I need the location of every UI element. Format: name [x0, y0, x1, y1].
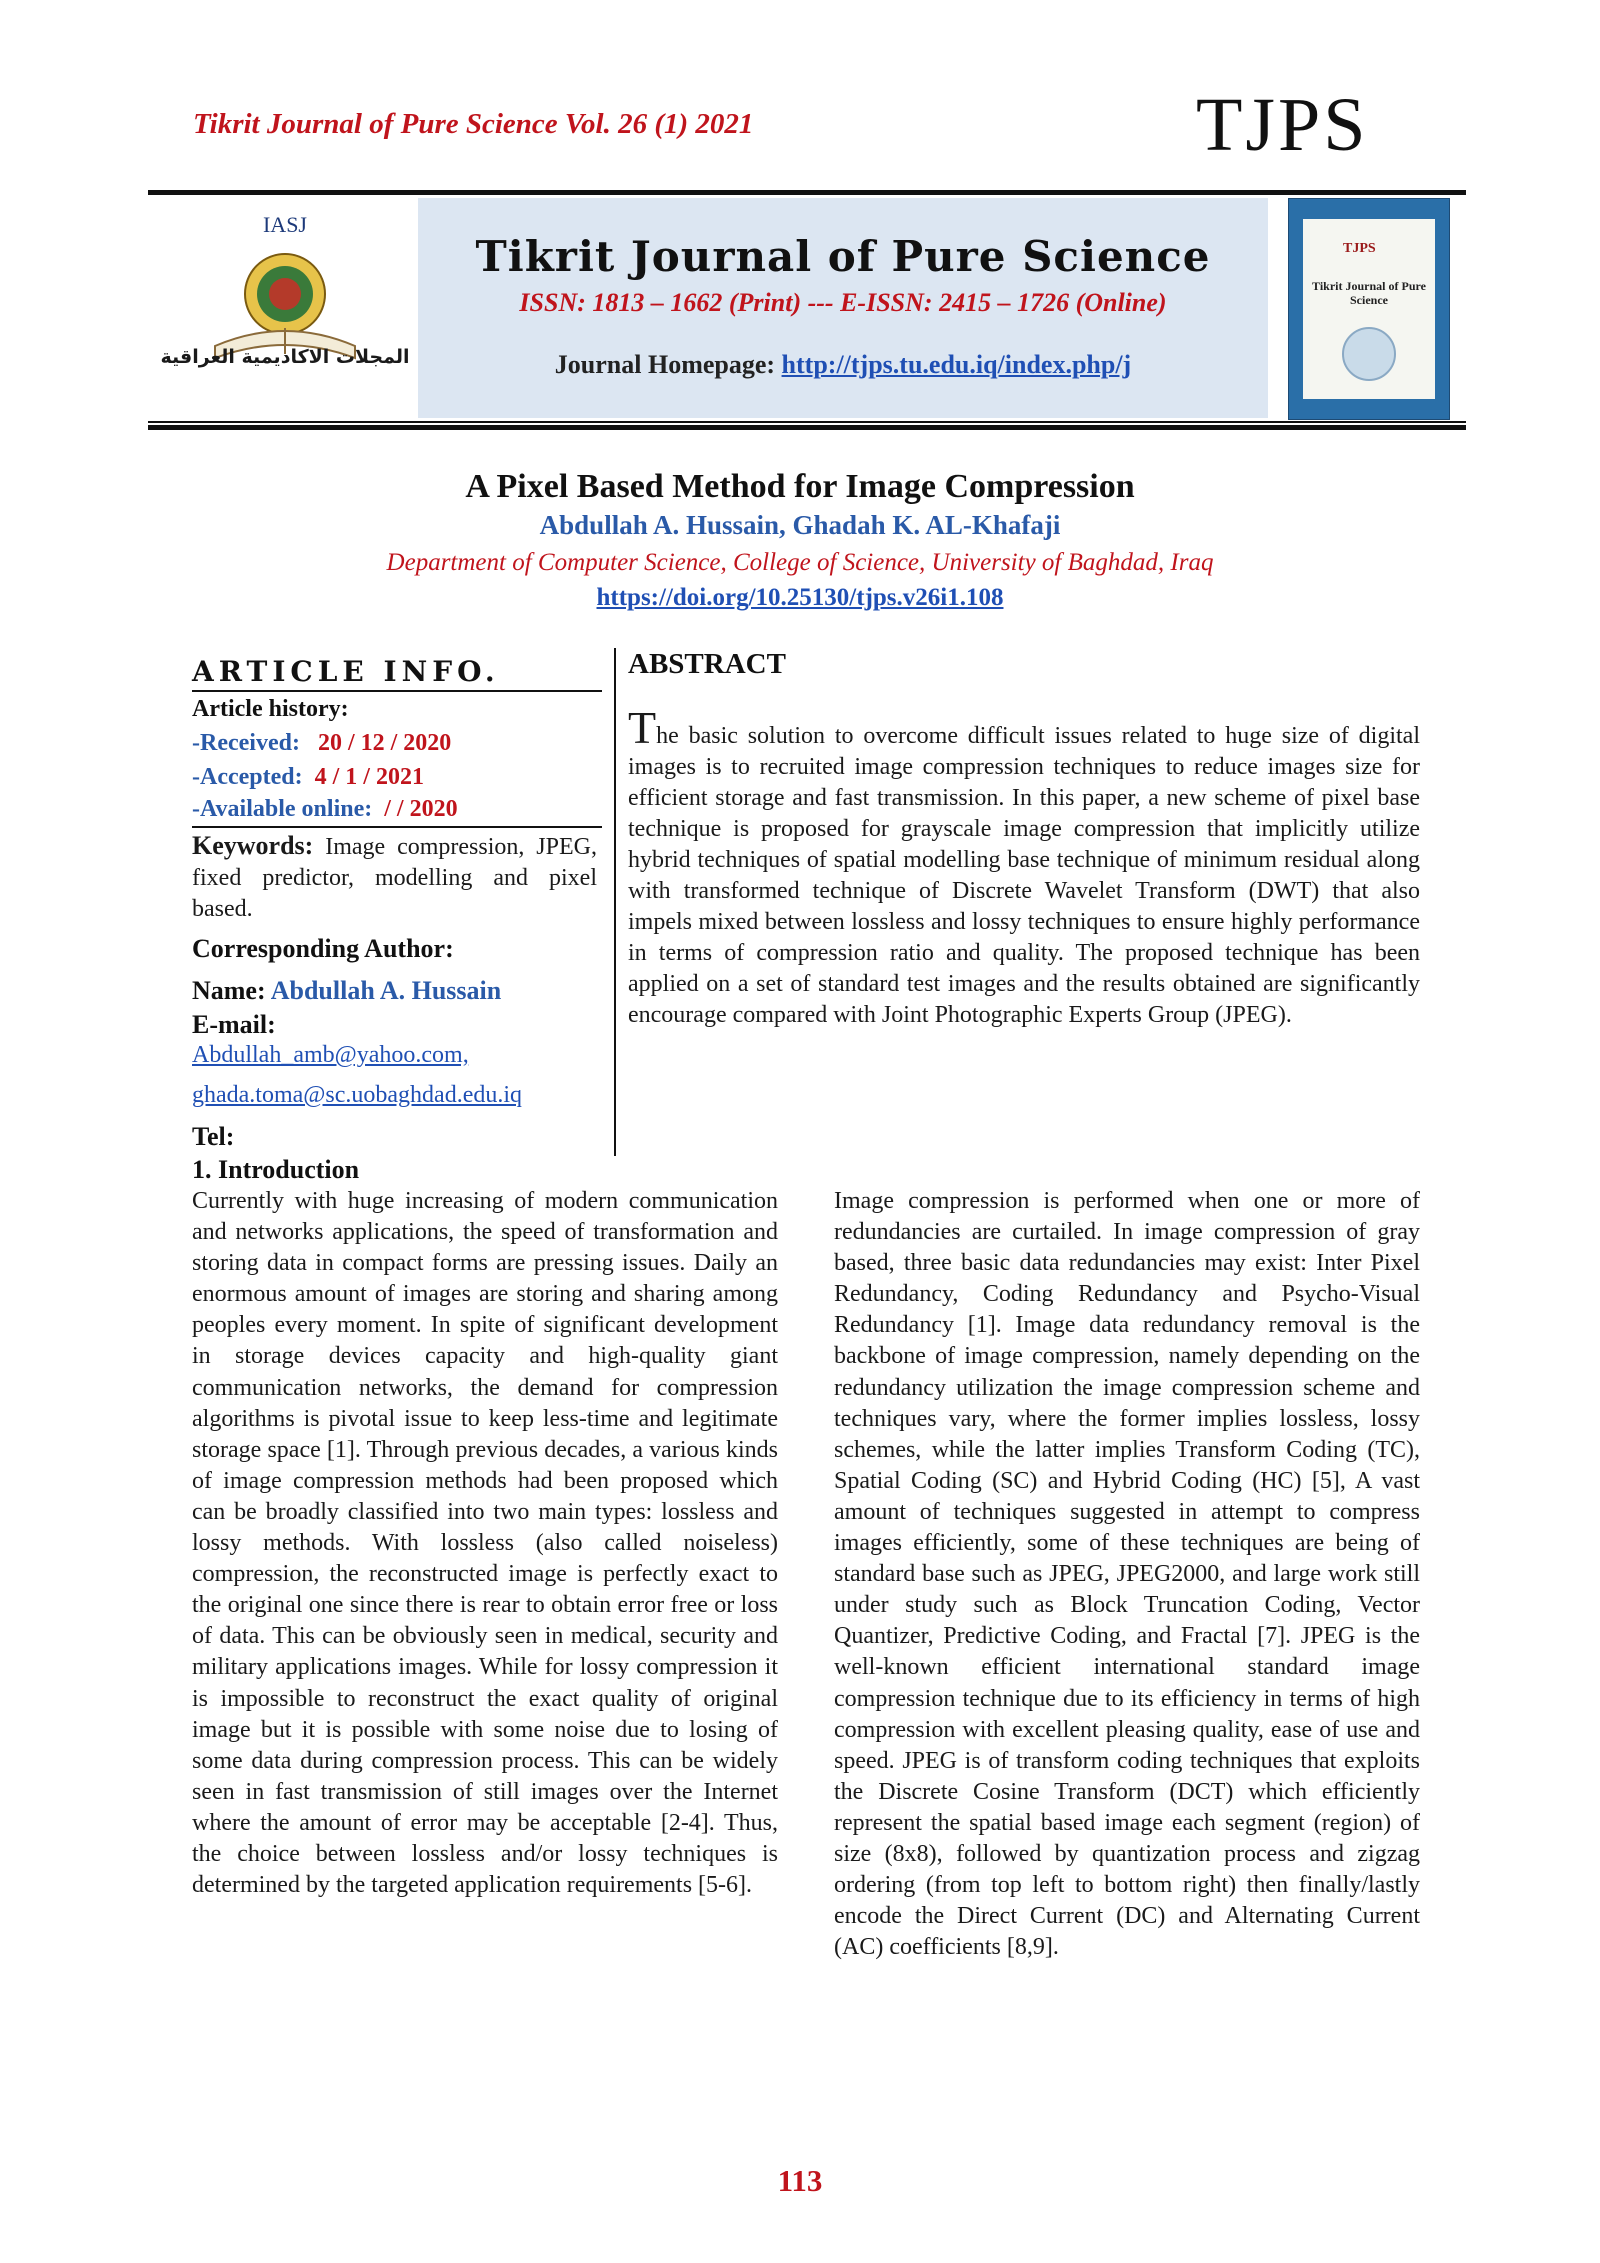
introduction-left-column: Currently with huge increasing of modern communication and networks applications, the speed of transformation and storing data in compact forms are pressing issues. Daily an enormous amount of images are storing and sharing among peoples every moment. In spite of significant development in storage devices capacity and high-quality giant communication networks, the demand for compression algorithms is pivotal issue to keep less-time and legitimate storage space [1]. Through previous decades, a various kinds of image compression methods had been proposed which can be broadly classified into two main types: lossless and lossy methods. With lossless (also called noiseless) compression, the reconstructed image is perfectly exact to the original one since there is rear to obtain error free or loss of data. This can be obviously seen in medical, security and military applications images. While for lossy compression it is impossible to reconstruct the exact quality of original image but it is possible with some noise due to losing of some data during compression process. This can be widely seen in fast transmission of still images over the Internet where the amount of error may be acceptable [2-4]. Thus, the choice between lossless and/or lossy techniques is determined by the targeted application requirements [5-6]. [192, 1188, 778, 1899]
introduction-heading: 1. Introduction [192, 1155, 360, 1184]
journal-cover-thumbnail [1288, 198, 1450, 420]
introduction-right-column: Image compression is performed when one or more of redundancies are curtailed. In image compression of gray based, three basic data redundancies may exist: Inter Pixel Redundancy, Coding Redundancy and Psycho-Visual Redundancy [1]. Image data redundancy removal is the backbone of image compression, namely depending on the redundancy utilization the image compression scheme and techniques vary, where the former implies lossless, lossy schemes, while the latter implies Transform Coding (TC), Spatial Coding (SC) and Hybrid Coding (HC) [5], A vast amount of techniques suggested in attempt to compress images efficiently, some of these techniques are being of standard base such as JPEG, JPEG2000, and large work still under study such as Block Truncation Coding, Vector Quantizer, Predictive Coding, and Fractal [7]. JPEG is the well-known efficient international standard image compression technique due to its efficiency in terms of high compression with excellent pleasing quality, ease of use and speed. JPEG is of transform coding techniques that exploits the Discrete Cosine Transform (DCT) which efficiently represent the spatial based image each segment (region) of size (8x8), followed by quantization process and zigzag ordering (from top left to bottom right) then finally/lastly encode the Direct Current (DC) and Alternating Current (AC) coefficients [8,9]. [834, 1188, 1420, 1961]
journal-title: Tikrit Journal of Pure Science [475, 232, 1211, 281]
iasj-arabic-caption: المجلات الاكاديمية العراقية [160, 346, 410, 368]
iasj-logo [160, 212, 410, 412]
accepted-label: -Accepted: [192, 764, 303, 790]
email-label: E-mail: [192, 1010, 276, 1039]
journal-homepage [418, 350, 1268, 380]
received-line [192, 730, 451, 757]
column-separator [614, 648, 616, 1156]
history-rule [192, 826, 602, 828]
article-history-label: Article history: [192, 696, 349, 722]
running-head: Tikrit Journal of Pure Science Vol. 26 (1) 2021 [193, 108, 754, 140]
cover-acronym: TJPS [1343, 241, 1376, 256]
cover-page [1303, 219, 1435, 399]
keywords-text: Image compression, JPEG, fixed predictor, modelling and pixel based. [192, 834, 597, 922]
available-label: -Available online: [192, 796, 373, 822]
paper-affiliation: Department of Computer Science, College of Science, University of Baghdad, Iraq [386, 549, 1214, 576]
top-rule [148, 190, 1466, 195]
homepage-label: Journal Homepage: [554, 350, 782, 379]
cover-title: Tikrit Journal of Pure Science [1312, 279, 1426, 307]
received-value: 20 / 12 / 2020 [317, 730, 452, 756]
iasj-acronym: IASJ [262, 212, 307, 237]
email-link-2[interactable]: ghada.toma@sc.uobaghdad.edu.iq [192, 1082, 523, 1108]
tel-label: Tel: [192, 1122, 235, 1151]
accepted-line [192, 764, 424, 791]
journal-mark: TJPS [1196, 83, 1369, 167]
name-value: Abdullah A. Hussain [270, 976, 502, 1005]
article-info-heading: ARTICLE INFO. [192, 655, 500, 688]
banner-rule-thin [148, 421, 1466, 423]
keywords-label: Keywords: [192, 831, 314, 860]
journal-issn: ISSN: 1813 – 1662 (Print) --- E-ISSN: 2415 – 1726 (Online) [519, 288, 1167, 317]
corresponding-author-label: Corresponding Author: [192, 934, 454, 963]
available-value: / / 2020 [384, 796, 458, 822]
page-number: 113 [777, 2163, 823, 2198]
accepted-value: 4 / 1 / 2021 [314, 764, 424, 790]
iasj-emblem-icon [160, 236, 410, 396]
author-name-line [192, 976, 501, 1006]
homepage-link[interactable]: http://tjps.tu.edu.iq/index.php/j [781, 350, 1132, 379]
abstract-heading: ABSTRACT [628, 648, 786, 680]
paper-title: A Pixel Based Method for Image Compression [465, 468, 1135, 505]
paper-authors: Abdullah A. Hussain, Ghadah K. AL-Khafaji [539, 510, 1061, 540]
keywords [192, 830, 597, 925]
received-label: -Received: [192, 730, 300, 756]
cover-emblem-icon [1303, 319, 1435, 389]
article-info-rule [192, 690, 602, 692]
banner-rule-thick [148, 425, 1466, 430]
abstract-text: he basic solution to overcome difficult issues related to huge size of digital images is to recruited image compression techniques to reduce images size for efficient storage and fast transmission. In this paper, a new scheme of pixel base technique is proposed for grayscale image compression that implicitly utilize hybrid techniques of spatial modelling base technique of minimum residual along with transformed technique of Discrete Wavelet Transform (DWT) that also impels mixed between lossless and lossy techniques to ensure highly performance in terms of compression ratio and quality. The proposed technique has been applied on a set of standard test images and the results obtained are significantly encourage compared with Joint Photographic Experts Group (JPEG). [628, 723, 1420, 1028]
paper-doi-link[interactable]: https://doi.org/10.25130/tjps.v26i1.108 [596, 584, 1004, 611]
email-link-1[interactable]: Abdullah_amb@yahoo.com, [192, 1042, 469, 1068]
abstract-body [628, 702, 1420, 1031]
name-label: Name: [192, 976, 266, 1005]
abstract-dropcap: T [628, 702, 657, 753]
available-line [192, 796, 458, 823]
